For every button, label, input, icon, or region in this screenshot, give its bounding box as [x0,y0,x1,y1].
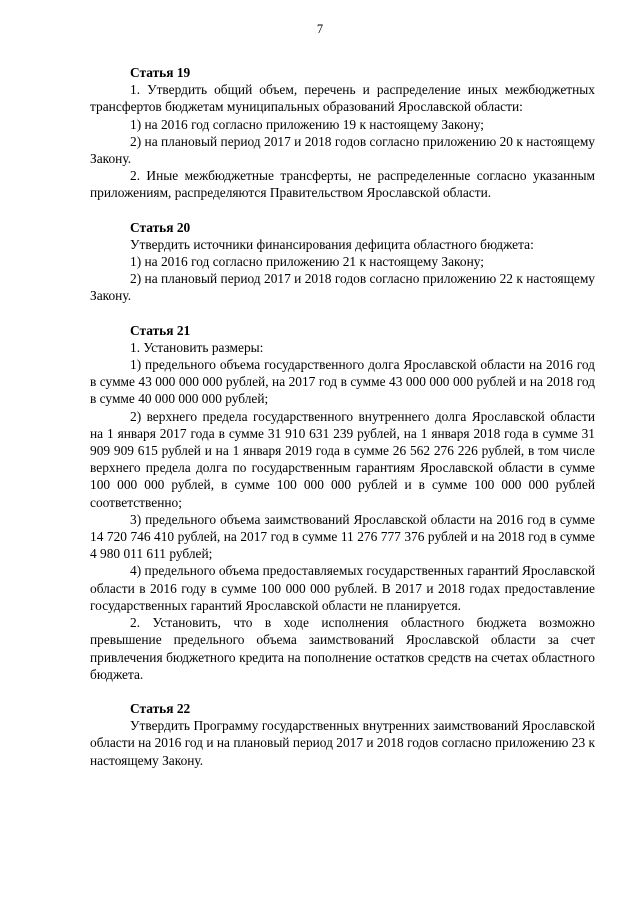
article-title: Статья 20 [130,219,191,235]
paragraph: 1) на 2016 год согласно приложению 21 к настоящему Закону; [130,254,484,270]
paragraph: 2. Иные межбюджетные трансферты, не распределенные согласно указанным приложениям, распределяются Правительством Ярославской области. [90,168,595,201]
document-body [90,64,595,786]
paragraph: Утвердить источники финансирования дефицита областного бюджета: [130,236,534,252]
paragraph: 2) на плановый период 2017 и 2018 годов согласно приложению 22 к настоящему Закону. [90,271,595,304]
paragraph: 1. Установить размеры: [130,339,264,355]
article-19 [90,64,595,202]
page-number: 7 [316,22,324,36]
article-20 [90,219,595,305]
paragraph: 1. Утвердить общий объем, перечень и распределение иных межбюджетных трансфертов бюджетам муниципальных образований Ярославской области: [90,82,595,115]
article-title: Статья 21 [130,322,191,338]
paragraph: 2) верхнего предела государственного внутреннего долга Ярославской области на 1 января 2017 года в сумме 31 910 631 239 рублей, на 1 января 2018 года в сумме 31 909 909 615 рублей и на 1 января 2019 года в сумме 26 562 276 226 рублей, в том числе верхнего предела долга по государственным гарантиям Ярославской области в сумме 100 000 000 рублей, в сумме 100 000 000 рублей и в сумме 100 000 000 рублей соответственно; [90,408,595,510]
article-21 [90,322,595,683]
paragraph: 1) на 2016 год согласно приложению 19 к настоящему Закону; [130,116,484,132]
article-title: Статья 22 [130,700,191,716]
paragraph: 2. Установить, что в ходе исполнения областного бюджета возможно превышение предельного объема заимствований Ярославской области за счет привлечения бюджетного кредита на пополнение остатков средств на счетах областного бюджета. [90,615,595,682]
paragraph: Утвердить Программу государственных внутренних заимствований Ярославской области на 2016 год и на плановый период 2017 и 2018 годов согласно приложению 23 к настоящему Закону. [90,718,595,768]
paragraph: 1) предельного объема государственного долга Ярославской области на 2016 год в сумме 43 000 000 000 рублей, на 2017 год в сумме 43 000 000 000 рублей и на 2018 год в сумме 40 000 000 000 рублей; [90,357,595,407]
article-title: Статья 19 [130,65,191,80]
article-22 [90,700,595,769]
paragraph: 4) предельного объема предоставляемых государственных гарантий Ярославской области в 2016 году в сумме 100 000 000 рублей. В 2017 и 2018 годах предоставление государственных гарантий Ярославской области не планируется. [90,563,595,613]
paragraph: 2) на плановый период 2017 и 2018 годов согласно приложению 20 к настоящему Закону. [90,133,595,167]
paragraph: 3) предельного объема заимствований Ярославской области на 2016 год в сумме 14 720 746 410 рублей, на 2017 год в сумме 11 276 777 376 рублей и на 2018 год в сумме 4 980 011 611 рублей; [90,511,595,562]
